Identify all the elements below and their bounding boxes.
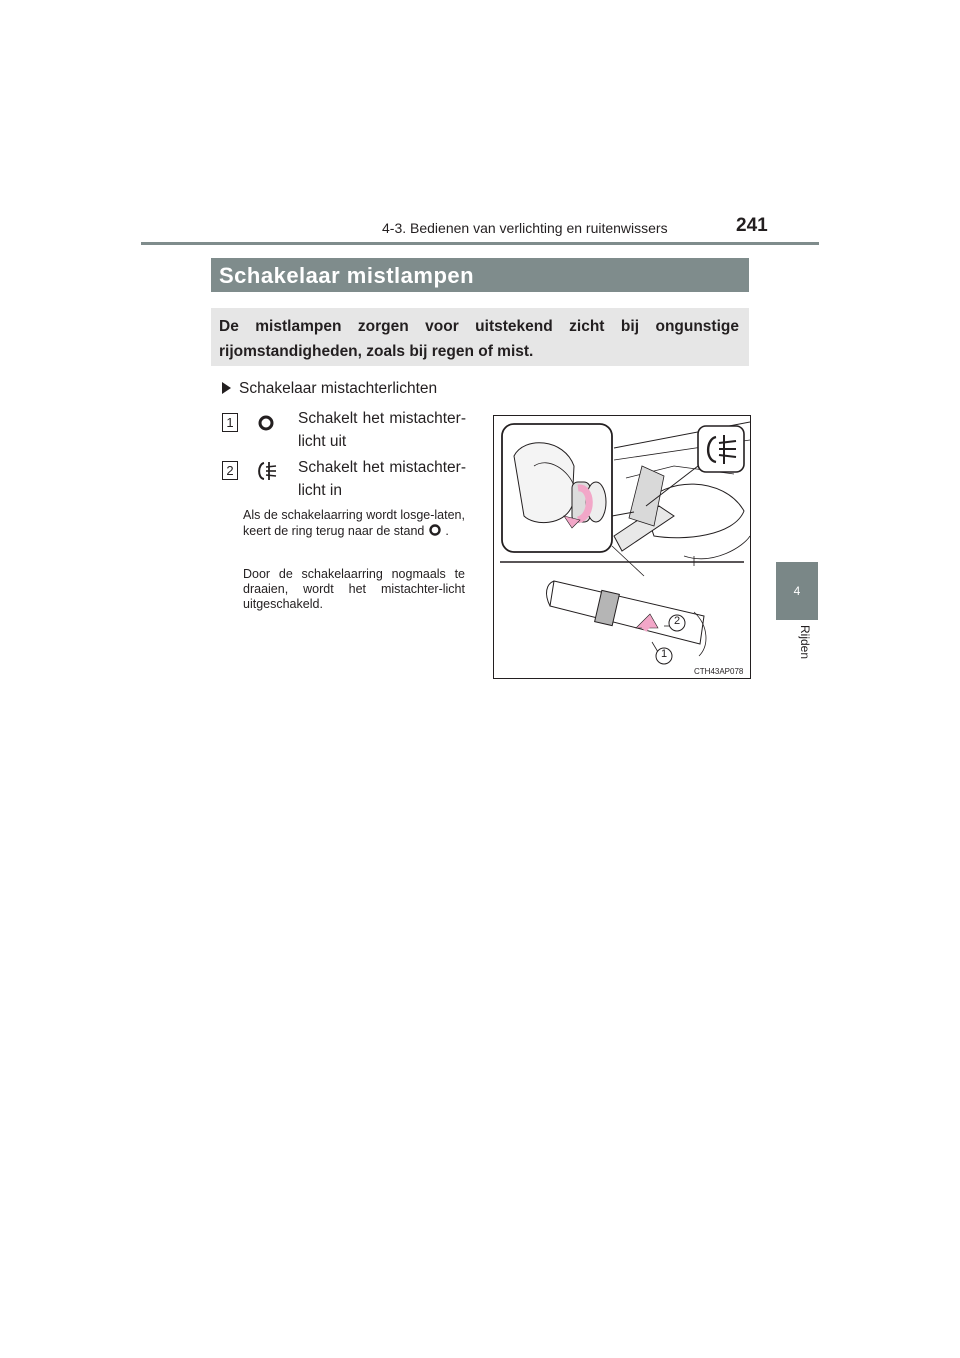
item-number-2: 2	[222, 461, 238, 480]
intro-text: De mistlampen zorgen voor uitstekend zicht bij ongunstige rijomstandigheden, zoals bij regen of mist.	[219, 318, 739, 360]
item-text-2: Schakelt het mistachter-licht in	[298, 459, 466, 499]
fog-switch-diagram	[494, 416, 750, 678]
callout-1: 1	[660, 648, 668, 660]
triangle-bullet-icon	[222, 382, 231, 394]
switch-illustration	[493, 415, 751, 679]
subsection-heading-text: Schakelaar mistachterlichten	[239, 380, 438, 397]
chapter-tab[interactable]: 4	[776, 562, 818, 620]
callout-2: 2	[673, 615, 681, 627]
page-number: 241	[736, 215, 768, 236]
rear-fog-light-icon	[255, 460, 279, 482]
header-rule	[141, 242, 819, 245]
note-return-to-off	[243, 508, 465, 539]
note-turn-off: Door de schakelaarring nogmaals te draaien, wordt het mistachter-licht uitgeschakeld.	[243, 567, 465, 611]
item-number-1: 1	[222, 413, 238, 432]
subsection-heading	[222, 380, 437, 398]
item-text-1: Schakelt het mistachter-licht uit	[298, 410, 466, 450]
note-return-end: .	[445, 524, 449, 538]
section-title: Schakelaar mistlampen	[219, 263, 475, 288]
figure-code: CTH43AP078	[694, 667, 744, 676]
fog-light-off-icon	[428, 523, 442, 537]
chapter-label: Rijden	[798, 625, 812, 660]
note-return-text: Als de schakelaarring wordt losge-laten, keert de ring terug naar de stand	[243, 508, 465, 538]
header-title: 4-3. Bedienen van verlichting en ruitenwissers	[382, 220, 668, 236]
fog-light-off-icon	[257, 414, 275, 432]
